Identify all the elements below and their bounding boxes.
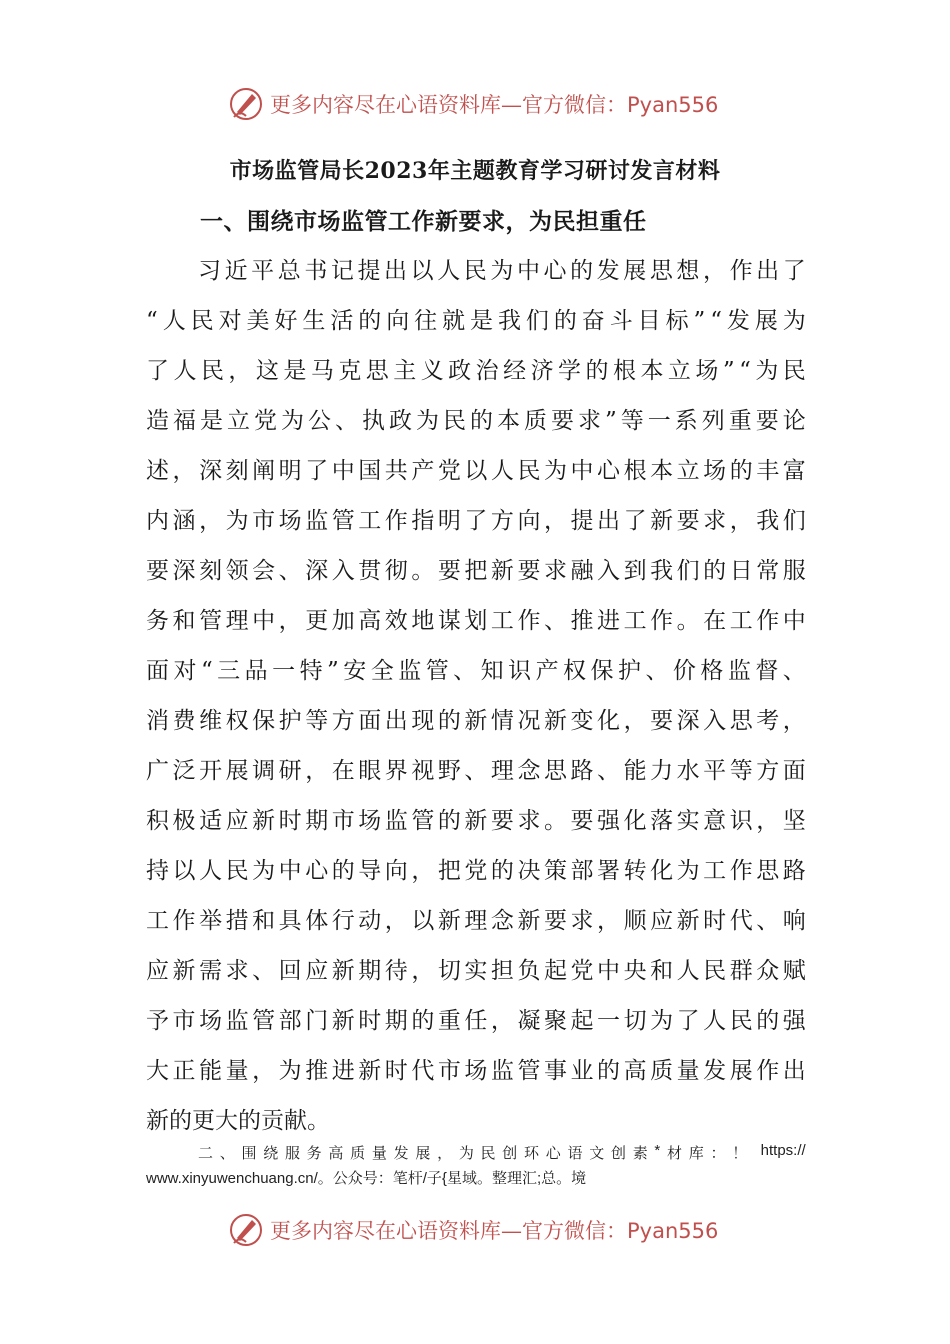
paragraph-line: 新 的 更 大 的 贡 献 。: [146, 1108, 330, 1134]
paragraph-line: “ 人 民 对 美 好 生 活 的 向 往 就 是 我 们 的 奋 斗 目 标 ” “ 发 展 为: [146, 308, 806, 334]
footnote-line-1: 二 、 围 绕 服 务 高 质 量 发 展 ， 为 民 创 环 心 语 文 创 素 * 材 库 ： ！ https://: [198, 1142, 806, 1162]
paragraph-line: 务 和 管 理 中 ， 更 加 高 效 地 谋 划 工 作 、 推 进 工 作 。 在 工 作 中: [146, 608, 806, 634]
paragraph-line: 习 近 平 总 书 记 提 出 以 人 民 为 中 心 的 发 展 思 想 ， 作 出 了: [198, 258, 806, 284]
paragraph-line: 了 人 民 ， 这 是 马 克 思 主 义 政 治 经 济 学 的 根 本 立 场 ” “ 为 民: [146, 358, 806, 384]
paragraph-line: 造 福 是 立 党 为 公 、 执 政 为 民 的 本 质 要 求 ” 等 一 系 列 重 要 论: [146, 408, 806, 434]
pen-logo-icon: [228, 1212, 264, 1248]
top-banner: [228, 82, 718, 126]
paragraph-line: 持 以 人 民 为 中 心 的 导 向 ， 把 党 的 决 策 部 署 转 化 为 工 作 思 路: [146, 858, 806, 884]
footnote-line-2: www.xinyuwenchuang.cn/。公众号：笔杆/子{星域。整理汇;总。境: [146, 1170, 587, 1187]
body-paragraph: [146, 246, 806, 1146]
paragraph-line: 要 深 刻 领 会 、 深 入 贯 彻 。 要 把 新 要 求 融 入 到 我 们 的 日 常 服: [146, 558, 806, 584]
paragraph-line: 予 市 场 监 管 部 门 新 时 期 的 重 任 ， 凝 聚 起 一 切 为 了 人 民 的 强: [146, 1008, 806, 1034]
section-heading: 一、围绕市场监管工作新要求，为民担重任: [200, 208, 647, 235]
document-title: 市场监管局长2023年主题教育学习研讨发言材料: [229, 158, 721, 184]
paragraph-line: 面 对 “ 三 品 一 特 ” 安 全 监 管 、 知 识 产 权 保 护 、 价 格 监 督 、: [146, 658, 806, 684]
banner-text: 更多内容尽在心语资料库—官方微信：Pyan556: [270, 93, 719, 117]
paragraph-line: 内 涵 ， 为 市 场 监 管 工 作 指 明 了 方 向 ， 提 出 了 新 要 求 ， 我 们: [146, 508, 806, 534]
banner-text: 更多内容尽在心语资料库—官方微信：Pyan556: [270, 1219, 719, 1243]
pen-logo-icon: [228, 86, 264, 122]
paragraph-line: 应 新 需 求 、 回 应 新 期 待 ， 切 实 担 负 起 党 中 央 和 人 民 群 众 赋: [146, 958, 806, 984]
paragraph-line: 广 泛 开 展 调 研 ， 在 眼 界 视 野 、 理 念 思 路 、 能 力 水 平 等 方 面: [146, 758, 806, 784]
paragraph-line: 积 极 适 应 新 时 期 市 场 监 管 的 新 要 求 。 要 强 化 落 实 意 识 ， 坚: [146, 808, 806, 834]
bottom-banner: [228, 1208, 718, 1252]
paragraph-line: 工 作 举 措 和 具 体 行 动 ， 以 新 理 念 新 要 求 ， 顺 应 新 时 代 、 响: [146, 908, 806, 934]
paragraph-line: 消 费 维 权 保 护 等 方 面 出 现 的 新 情 况 新 变 化 ， 要 深 入 思 考 ，: [146, 708, 806, 734]
paragraph-line: 大 正 能 量 ， 为 推 进 新 时 代 市 场 监 管 事 业 的 高 质 量 发 展 作 出: [146, 1058, 806, 1084]
paragraph-line: 述 ， 深 刻 阐 明 了 中 国 共 产 党 以 人 民 为 中 心 根 本 立 场 的 丰 富: [146, 458, 806, 484]
